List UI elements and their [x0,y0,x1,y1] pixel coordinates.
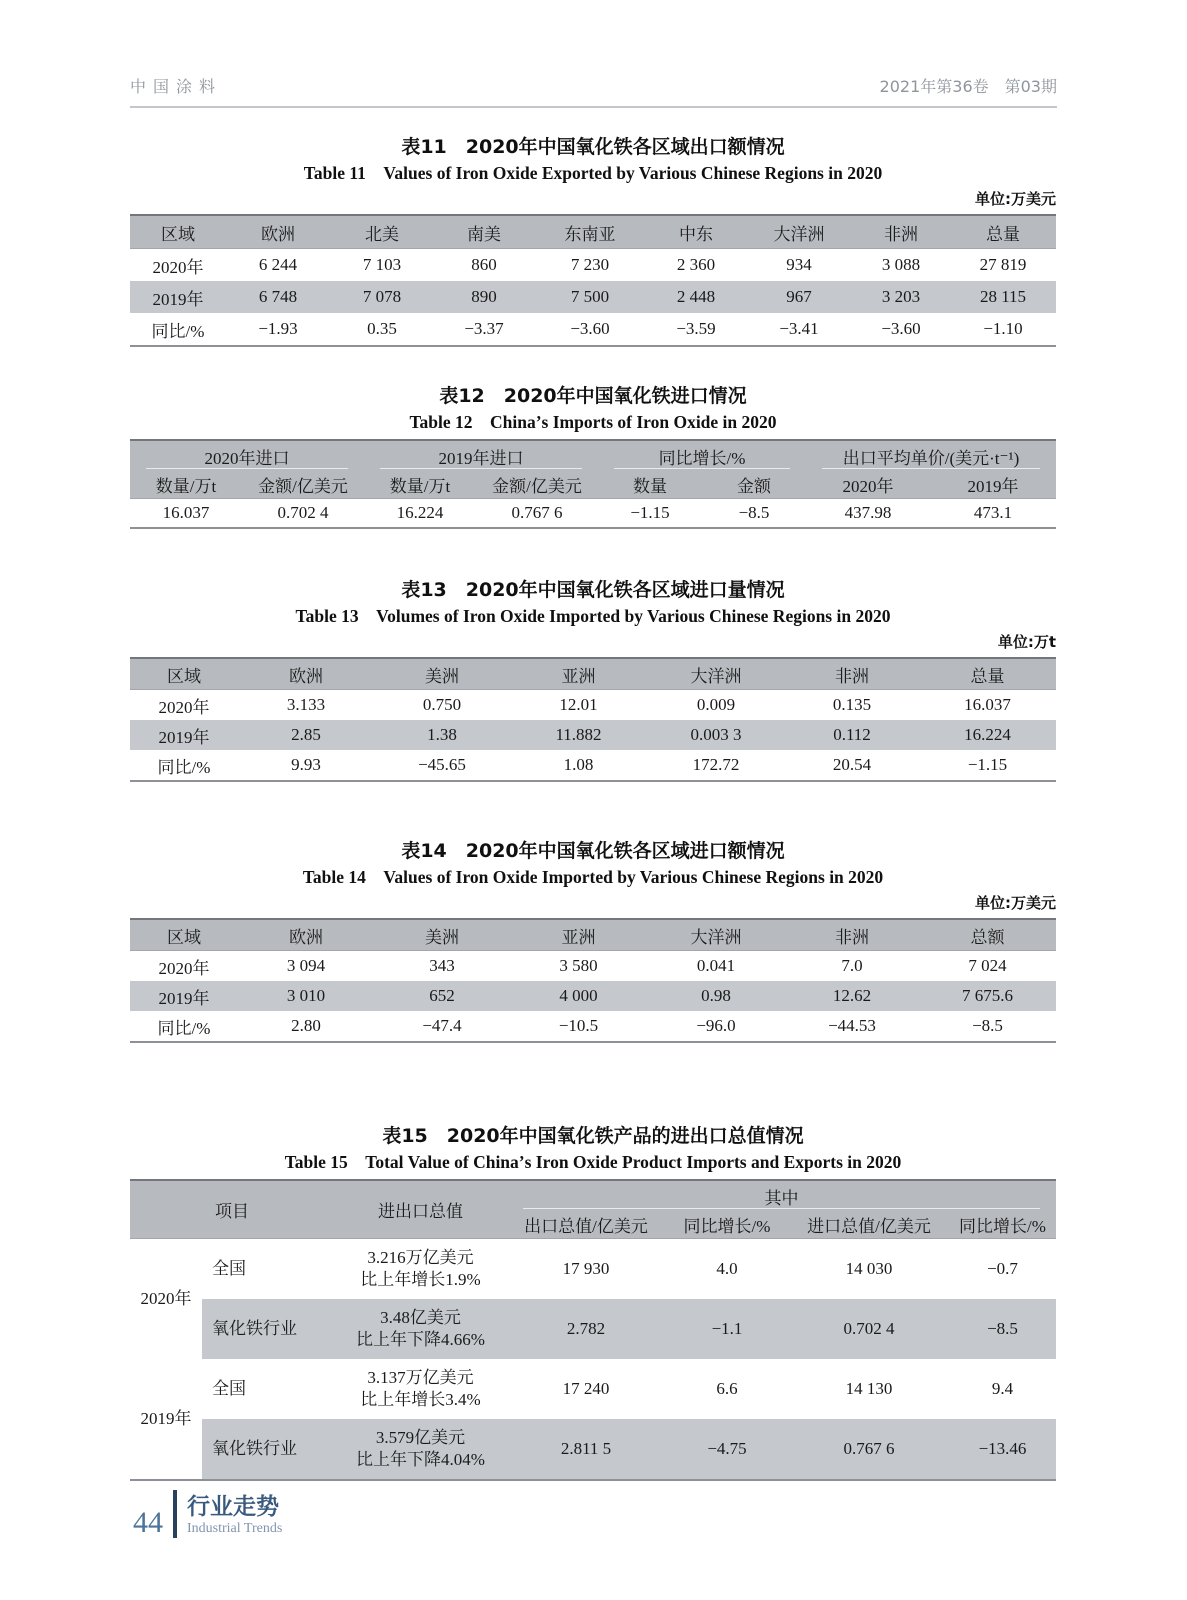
column-header: 总量 [919,658,1056,690]
table-row [130,981,1056,1011]
data-cell: 16.037 [964,695,1011,714]
data-cell: 3.133 [286,695,326,714]
data-cell: 2 360 [676,255,716,274]
column-header: 亚洲 [510,919,647,951]
table14-title-en: Table 14 Values of Iron Oxide Imported by Various Chinese Regions in 2020 [302,867,884,887]
table-row [130,690,1056,721]
data-cell: 3 203 [852,281,950,313]
data-cell: 16.224 [919,720,1056,750]
data-cell: −8.5 [738,503,770,522]
table14-section [130,838,1056,1043]
footer-section-en: Industrial Trends [187,1521,283,1536]
data-cell: 2.85 [238,720,374,750]
data-cell: 6.6 [716,1379,738,1398]
table-row [130,720,1056,750]
data-cell: −47.4 [422,1016,462,1035]
data-cell: 860 [471,255,497,274]
data-cell: 437.98 [844,503,892,522]
data-cell: 2.811 5 [507,1419,665,1480]
column-header: 同比增长/% [949,1211,1056,1239]
total-line2: 比上年下降4.66% [356,1330,485,1349]
total-line1: 3.579亿美元 [375,1428,466,1447]
row-label: 2020年 [158,697,210,717]
data-cell: 890 [434,281,534,313]
table11-title-cn: 表11 2020年中国氧化铁各区域出口额情况 [401,136,785,158]
data-cell: 16.224 [396,503,444,522]
data-cell: −3.59 [676,319,716,338]
row-label-item: 氧化铁行业 [202,1299,334,1359]
footer-section [187,1494,282,1538]
column-header: 2020年 [806,471,930,499]
data-cell: 7 230 [570,255,610,274]
data-cell: −1.15 [630,503,670,522]
data-cell: 934 [786,255,812,274]
table12-title-cn: 表12 2020年中国氧化铁进口情况 [439,385,747,407]
table13-header-row [130,658,1056,690]
column-header: 大洋洲 [746,215,852,249]
row-label: 同比/% [157,757,211,777]
column-header-total: 进出口总值 [334,1180,507,1239]
footer-section-cn: 行业走势 [187,1494,279,1520]
column-header: 北美 [330,215,434,249]
data-cell: 0.767 6 [511,503,563,522]
data-cell: 2.782 [507,1299,665,1359]
table-row [130,1011,1056,1042]
group-header: 2019年进口 [364,440,598,471]
group-header: 2020年进口 [130,440,364,471]
row-label: 2020年 [152,257,204,277]
table15-title-en: Table 15 Total Value of Chinaʼs Iron Oxide Product Imports and Exports in 2020 [284,1152,902,1172]
row-label: 2019年 [130,720,238,750]
data-cell: −1.93 [258,319,298,338]
data-cell: 12.62 [785,981,919,1011]
column-header: 总量 [950,215,1056,249]
data-cell: 1.38 [374,720,510,750]
table-row [130,313,1056,346]
table13-title-cn: 表13 2020年中国氧化铁各区域进口量情况 [401,579,785,601]
table15-group-header-row [130,1180,1056,1211]
data-cell: 7 024 [968,956,1007,975]
column-header: 数量 [598,471,702,499]
data-cell: −0.7 [987,1259,1018,1278]
total-line1: 3.137万亿美元 [367,1368,474,1387]
column-header: 大洋洲 [647,919,785,951]
column-header: 出口总值/亿美元 [507,1211,665,1239]
table11-section [130,134,1056,347]
column-header: 区域 [130,658,238,690]
data-cell: 7 078 [330,281,434,313]
data-cell: −96.0 [696,1016,736,1035]
table12 [130,439,1056,529]
table13-section [130,577,1056,782]
column-header-item: 项目 [130,1180,334,1239]
row-label: 2019年 [130,281,226,313]
column-header: 非洲 [852,215,950,249]
data-cell: 9.93 [291,755,321,774]
data-cell: 2.80 [291,1016,321,1035]
total-line2: 比上年下降4.04% [356,1450,485,1469]
table14-title-cn: 表14 2020年中国氧化铁各区域进口额情况 [401,840,785,862]
data-cell: 4 000 [510,981,647,1011]
row-label: 2020年 [158,958,210,978]
data-cell: 172.72 [692,755,740,774]
group-header-among: 其中 [507,1180,1056,1211]
data-cell: 11.882 [510,720,647,750]
table13 [130,657,1056,782]
data-cell: −1.10 [983,319,1023,338]
row-label-item: 全国 [212,1259,246,1278]
total-line1: 3.216万亿美元 [367,1248,474,1267]
journal-name: 中国涂料 [130,77,223,96]
data-cell: −1.15 [967,755,1008,774]
total-line2: 比上年增长3.4% [360,1390,481,1409]
data-cell: −45.65 [418,755,466,774]
data-cell: 7.0 [841,956,863,975]
data-cell-total [334,1299,507,1359]
data-cell: 0.750 [422,695,462,714]
data-cell: 0.009 [696,695,736,714]
data-cell-total [334,1239,507,1300]
data-cell: −3.37 [464,319,504,338]
column-header: 欧洲 [238,919,374,951]
table-row [130,249,1056,282]
data-cell: 0.98 [647,981,785,1011]
table-row [130,1359,1056,1419]
page-footer [133,1490,282,1538]
column-header: 中东 [646,215,746,249]
data-cell-total [334,1419,507,1480]
footer-divider-bar [173,1490,177,1538]
data-cell: 6 748 [226,281,330,313]
data-cell: −8.5 [949,1299,1056,1359]
data-cell: 0.135 [832,695,872,714]
data-cell: 12.01 [559,695,598,714]
column-header: 进口总值/亿美元 [789,1211,949,1239]
table-row [130,951,1056,982]
table-row [130,499,1056,529]
page-number: 44 [133,1506,163,1539]
data-cell: 9.4 [991,1379,1014,1398]
data-cell: 0.702 4 [789,1299,949,1359]
data-cell: −44.53 [828,1016,876,1035]
data-cell: −4.75 [665,1419,789,1480]
column-header: 美洲 [374,658,510,690]
group-header: 同比增长/% [598,440,806,471]
column-header: 区域 [130,215,226,249]
column-header: 金额/亿美元 [242,471,364,499]
column-header: 数量/万t [364,471,476,499]
data-cell: 14 130 [845,1379,893,1398]
data-cell: −3.60 [570,319,610,338]
data-cell: −3.60 [881,319,921,338]
column-header: 美洲 [374,919,510,951]
data-cell: −8.5 [972,1016,1003,1035]
data-cell: −3.41 [779,319,819,338]
data-cell: 17 240 [562,1379,610,1398]
row-label: 同比/% [157,1018,211,1038]
column-header: 数量/万t [130,471,242,499]
data-cell: 2 448 [646,281,746,313]
table11-title-en: Table 11 Values of Iron Oxide Exported by Various Chinese Regions in 2020 [303,163,883,183]
column-header: 亚洲 [510,658,647,690]
row-label-item: 氧化铁行业 [202,1419,334,1480]
total-line2: 比上年增长1.9% [360,1270,481,1289]
column-header: 大洋洲 [647,658,785,690]
data-cell: −1.1 [665,1299,789,1359]
table-row [130,1239,1056,1300]
data-cell: 652 [374,981,510,1011]
data-cell: 16.037 [162,503,210,522]
column-header: 同比增长/% [665,1211,789,1239]
column-header: 金额 [702,471,806,499]
row-label-year: 2020年 [130,1239,202,1360]
table13-title-en: Table 13 Volumes of Iron Oxide Imported by Various Chinese Regions in 2020 [295,606,891,626]
column-header: 金额/亿美元 [476,471,598,499]
data-cell: 0.767 6 [789,1419,949,1480]
data-cell: 7 103 [362,255,402,274]
table12-subheader-row [130,471,1056,499]
data-cell: 3 580 [559,956,598,975]
data-cell: 3 088 [881,255,921,274]
data-cell: −13.46 [949,1419,1056,1480]
data-cell: 0.112 [785,720,919,750]
data-cell: −10.5 [558,1016,599,1035]
data-cell: 0.003 3 [647,720,785,750]
data-cell: 27 819 [979,255,1027,274]
row-label-year: 2019年 [130,1359,202,1480]
table-row [130,281,1056,313]
data-cell: 3 010 [238,981,374,1011]
column-header: 南美 [434,215,534,249]
table11-header-row [130,215,1056,249]
data-cell: 0.041 [696,956,736,975]
row-label-item: 全国 [212,1379,246,1398]
row-label: 同比/% [151,321,205,341]
column-header: 总额 [919,919,1056,951]
table15-section [130,1123,1056,1481]
table13-unit-label: 单位:万t [997,633,1056,651]
page-header [130,74,1057,108]
row-label: 2019年 [130,981,238,1011]
data-cell: 6 244 [258,255,298,274]
table14-header-row [130,919,1056,951]
table12-group-header-row [130,440,1056,471]
table15 [130,1179,1056,1481]
table15-title-cn: 表15 2020年中国氧化铁产品的进出口总值情况 [382,1125,804,1147]
data-cell: 967 [746,281,852,313]
data-cell: 14 030 [845,1259,893,1278]
table14 [130,918,1056,1043]
data-cell: 1.08 [563,755,594,774]
table11 [130,214,1056,347]
table11-unit-label: 单位:万美元 [975,190,1056,208]
data-cell: 0.702 4 [277,503,329,522]
column-header: 东南亚 [534,215,646,249]
table-row [130,1419,1056,1480]
data-cell: 17 930 [562,1259,610,1278]
issue-info: 2021年第36卷 第03期 [879,77,1057,96]
data-cell: 7 675.6 [919,981,1056,1011]
page-content [130,128,1056,1481]
column-header: 欧洲 [238,658,374,690]
data-cell: 0.35 [367,319,397,338]
table12-title-en: Table 12 Chinaʼs Imports of Iron Oxide in 2020 [409,412,777,432]
data-cell-total [334,1359,507,1419]
column-header: 2019年 [930,471,1056,499]
data-cell: 343 [429,956,455,975]
data-cell: 473.1 [973,503,1013,522]
data-cell: 7 500 [534,281,646,313]
column-header: 区域 [130,919,238,951]
table12-section [130,383,1056,529]
data-cell: 3 094 [286,956,326,975]
column-header: 非洲 [785,919,919,951]
table14-unit-label: 单位:万美元 [975,894,1056,912]
total-line1: 3.48亿美元 [380,1308,461,1327]
column-header: 欧洲 [226,215,330,249]
group-header: 出口平均单价/(美元·t⁻¹) [806,440,1056,471]
table-row [130,1299,1056,1359]
table-row [130,750,1056,781]
column-header: 非洲 [785,658,919,690]
data-cell: 28 115 [950,281,1056,313]
data-cell: 20.54 [832,755,872,774]
data-cell: 4.0 [716,1259,738,1278]
